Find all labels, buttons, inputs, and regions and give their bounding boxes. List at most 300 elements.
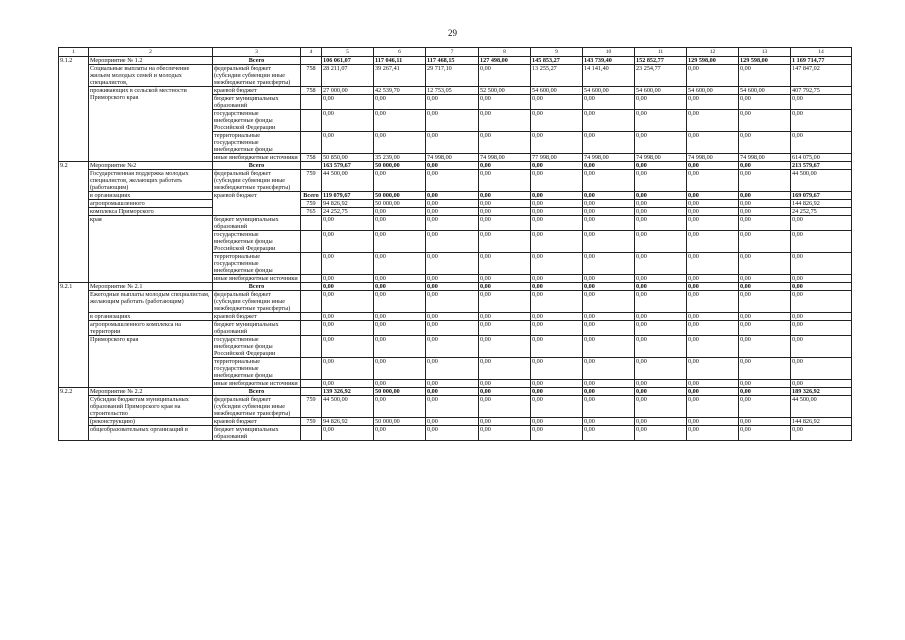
table-cell: 0,00 (739, 170, 791, 192)
table-cell: 0,00 (687, 418, 739, 426)
table-cell: 0,00 (739, 380, 791, 388)
table-cell: 0,00 (531, 336, 583, 358)
table-row (59, 321, 852, 336)
table-cell: 0,00 (531, 358, 583, 380)
table-cell: 0,00 (531, 253, 583, 275)
table-cell: 74 998,00 (426, 154, 479, 162)
table-cell: 0,00 (635, 192, 687, 200)
table-cell: 145 853,27 (531, 57, 583, 65)
table-cell: 0,00 (739, 388, 791, 396)
table-cell: 0,00 (791, 291, 852, 313)
table-cell: 0,00 (583, 426, 635, 441)
table-cell: 0,00 (426, 283, 479, 291)
table-cell (301, 291, 322, 313)
table-cell (301, 336, 322, 358)
table-cell: 54 600,00 (739, 87, 791, 95)
column-number: 12 (687, 48, 739, 57)
table-cell: 24 252,75 (791, 208, 852, 216)
table-cell: 0,00 (739, 110, 791, 132)
table-cell: 0,00 (374, 231, 426, 253)
table-cell: 0,00 (583, 95, 635, 110)
table-cell: 0,00 (739, 426, 791, 441)
table-cell: 0,00 (583, 170, 635, 192)
column-number: 9 (531, 48, 583, 57)
table-cell: 0,00 (374, 110, 426, 132)
table-cell: 44 500,00 (791, 170, 852, 192)
table-cell: 54 600,00 (531, 87, 583, 95)
table-cell: 0,00 (531, 132, 583, 154)
table-cell: 0,00 (635, 200, 687, 208)
table-cell: Приморского края (89, 336, 213, 388)
table-cell: 152 852,77 (635, 57, 687, 65)
table-cell: 77 998,00 (531, 154, 583, 162)
table-cell: Мероприятие № 2.2 (89, 388, 213, 396)
table-cell: 129 598,00 (687, 57, 739, 65)
table-cell: федеральный бюджет (субсидии субвенции иные межбюджетные трансферты) (213, 170, 301, 192)
table-cell (301, 231, 322, 253)
table-cell: края (89, 216, 213, 283)
table-cell: 0,00 (479, 336, 531, 358)
table-cell: агропромышленного (89, 200, 213, 208)
table-cell: 0,00 (687, 208, 739, 216)
table-row (59, 388, 852, 396)
table-cell: 0,00 (479, 358, 531, 380)
table-cell: 758 (301, 154, 322, 162)
table-cell: 0,00 (426, 275, 479, 283)
column-number: 14 (791, 48, 852, 57)
table-cell: 0,00 (426, 396, 479, 418)
table-cell: 0,00 (322, 291, 374, 313)
table-cell: 0,00 (739, 291, 791, 313)
column-number: 1 (59, 48, 89, 57)
table-cell: 1 169 714,77 (791, 57, 852, 65)
table-cell: 169 079,67 (791, 192, 852, 200)
table-cell: 0,00 (479, 200, 531, 208)
table-cell: 54 600,00 (583, 87, 635, 95)
table-cell: 0,00 (635, 216, 687, 231)
table-cell: 0,00 (531, 388, 583, 396)
table-cell: 0,00 (791, 231, 852, 253)
table-cell (301, 132, 322, 154)
table-cell: 50 000,00 (374, 192, 426, 200)
table-cell: 0,00 (426, 200, 479, 208)
table-cell: 0,00 (322, 426, 374, 441)
table-cell: 0,00 (479, 231, 531, 253)
table-row (59, 57, 852, 65)
table-cell: 0,00 (739, 192, 791, 200)
table-cell: 0,00 (479, 95, 531, 110)
table-cell: 0,00 (635, 208, 687, 216)
table-cell: 0,00 (583, 275, 635, 283)
table-cell: 0,00 (479, 313, 531, 321)
table-cell: 0,00 (426, 132, 479, 154)
table-cell: 0,00 (635, 283, 687, 291)
table-cell: бюджет муниципальных образований (213, 95, 301, 110)
table-cell: 0,00 (426, 313, 479, 321)
column-number-row (59, 48, 852, 57)
table-cell: 0,00 (687, 216, 739, 231)
table-cell: 0,00 (374, 426, 426, 441)
table-cell: 0,00 (687, 283, 739, 291)
table-cell: 0,00 (739, 283, 791, 291)
table-cell: 144 826,92 (791, 418, 852, 426)
table-cell: 0,00 (687, 253, 739, 275)
table-cell: 0,00 (426, 192, 479, 200)
table-cell: 0,00 (426, 216, 479, 231)
table-cell: Социальные выплаты на обеспечение жильем молодых семей и молодых специалистов, (89, 65, 213, 87)
table-cell: Мероприятие № 1.2 (89, 57, 213, 65)
table-cell: 0,00 (583, 283, 635, 291)
table-cell: 0,00 (583, 231, 635, 253)
column-number: 3 (213, 48, 301, 57)
table-cell: 0,00 (426, 418, 479, 426)
table-cell: 0,00 (687, 426, 739, 441)
table-cell: 54 600,00 (635, 87, 687, 95)
table-cell: 0,00 (479, 110, 531, 132)
table-cell: 0,00 (791, 110, 852, 132)
table-cell: 0,00 (583, 396, 635, 418)
table-cell: 759 (301, 396, 322, 418)
table-cell: 0,00 (479, 321, 531, 336)
table-cell: 758 (301, 87, 322, 95)
table-row (59, 418, 852, 426)
table-cell: 0,00 (791, 95, 852, 110)
table-cell: Всего (301, 192, 322, 200)
table-cell: 0,00 (583, 336, 635, 358)
table-cell: 0,00 (687, 321, 739, 336)
table-cell: 0,00 (531, 200, 583, 208)
table-cell: 0,00 (635, 396, 687, 418)
table-cell: 0,00 (791, 216, 852, 231)
table-cell: 765 (301, 208, 322, 216)
table-cell: федеральный бюджет (субсидии субвенции иные межбюджетные трансферты) (213, 291, 301, 313)
table-cell: 759 (301, 418, 322, 426)
table-cell: 0,00 (322, 110, 374, 132)
table-cell: 0,00 (322, 231, 374, 253)
table-cell: 0,00 (374, 358, 426, 380)
table-cell: 0,00 (531, 162, 583, 170)
table-cell: 0,00 (635, 253, 687, 275)
table-cell (301, 253, 322, 275)
table-row (59, 313, 852, 321)
table-cell: 0,00 (374, 283, 426, 291)
table-cell: 119 079,67 (322, 192, 374, 200)
table-cell: 0,00 (791, 321, 852, 336)
table-cell: 0,00 (635, 313, 687, 321)
table-cell: 0,00 (739, 200, 791, 208)
table-cell: иные внебюджетные источники (213, 154, 301, 162)
table-cell: краевой бюджет (213, 87, 301, 95)
table-cell: Ежегодные выплаты молодым специалистам, желающим работать (работающим) (89, 291, 213, 313)
table-cell: Мероприятие №2 (89, 162, 213, 170)
table-row (59, 87, 852, 95)
table-cell: 0,00 (583, 216, 635, 231)
table-cell: 0,00 (791, 132, 852, 154)
table-cell (301, 358, 322, 380)
table-cell: 0,00 (426, 110, 479, 132)
table-cell: краевой бюджет (213, 192, 301, 216)
table-cell: 0,00 (739, 275, 791, 283)
column-number: 6 (374, 48, 426, 57)
table-cell: 0,00 (479, 283, 531, 291)
table-cell: (реконструкцию) (89, 418, 213, 426)
table-cell: 0,00 (739, 95, 791, 110)
table-cell: 0,00 (583, 110, 635, 132)
table-cell: 0,00 (583, 253, 635, 275)
table-cell: 106 061,07 (322, 57, 374, 65)
table-cell: 139 326,92 (322, 388, 374, 396)
column-number: 11 (635, 48, 687, 57)
table-cell: 407 792,75 (791, 87, 852, 95)
table-cell: государственные внебюджетные фонды Российской Федерации (213, 110, 301, 132)
table-cell: 0,00 (426, 95, 479, 110)
table-cell: 0,00 (374, 313, 426, 321)
table-cell: 24 252,75 (322, 208, 374, 216)
table-cell: 0,00 (635, 170, 687, 192)
table-cell: 0,00 (374, 253, 426, 275)
table-cell: 0,00 (322, 283, 374, 291)
table-cell: 0,00 (479, 275, 531, 283)
table-cell: 0,00 (739, 321, 791, 336)
table-cell: 0,00 (791, 313, 852, 321)
table-cell: 0,00 (426, 162, 479, 170)
table-cell: 758 (301, 65, 322, 87)
table-cell: 13 255,27 (531, 65, 583, 87)
table-cell: 0,00 (739, 396, 791, 418)
table-cell: 0,00 (374, 95, 426, 110)
table-cell: 144 826,92 (791, 200, 852, 208)
table-cell: 189 326,92 (791, 388, 852, 396)
table-cell: 0,00 (322, 253, 374, 275)
table-cell: 9.2.1 (59, 283, 89, 388)
table-cell: иные внебюджетные источники (213, 380, 301, 388)
table-cell: 0,00 (687, 95, 739, 110)
table-cell: 0,00 (687, 162, 739, 170)
table-cell: 0,00 (531, 313, 583, 321)
table-cell: 0,00 (687, 192, 739, 200)
table-cell: 759 (301, 170, 322, 192)
table-cell: 0,00 (687, 358, 739, 380)
table-cell: 9.1.2 (59, 57, 89, 162)
table-cell: 0,00 (374, 275, 426, 283)
table-body (59, 48, 852, 441)
table-cell: 117 046,11 (374, 57, 426, 65)
table-cell: 74 998,00 (583, 154, 635, 162)
table-row (59, 200, 852, 208)
table-cell: 44 500,00 (322, 170, 374, 192)
budget-table (58, 47, 852, 441)
table-cell: краевой бюджет (213, 313, 301, 321)
table-cell: 12 753,05 (426, 87, 479, 95)
table-cell: 0,00 (739, 336, 791, 358)
table-cell: 0,00 (322, 321, 374, 336)
table-cell: 0,00 (479, 396, 531, 418)
table-cell: 0,00 (479, 380, 531, 388)
table-cell: 127 498,00 (479, 57, 531, 65)
table-cell (301, 388, 322, 396)
table-cell: 0,00 (426, 426, 479, 441)
table-cell: 0,00 (687, 65, 739, 87)
table-cell: 0,00 (479, 208, 531, 216)
table-cell (301, 162, 322, 170)
table-cell: 0,00 (635, 231, 687, 253)
table-cell: 0,00 (635, 321, 687, 336)
table-cell: 0,00 (426, 253, 479, 275)
table-cell: 0,00 (531, 321, 583, 336)
table-cell: 0,00 (635, 358, 687, 380)
table-cell: бюджет муниципальных образований (213, 426, 301, 441)
column-number: 7 (426, 48, 479, 57)
table-cell: 44 500,00 (322, 396, 374, 418)
table-cell: территориальные государственные внебюджетные фонды (213, 358, 301, 380)
table-cell: 0,00 (583, 313, 635, 321)
table-cell: 0,00 (635, 95, 687, 110)
table-cell: 94 826,92 (322, 418, 374, 426)
table-cell: 0,00 (635, 275, 687, 283)
table-cell: 0,00 (687, 380, 739, 388)
table-cell: территориальные государственные внебюджетные фонды (213, 253, 301, 275)
table-cell: 9.2 (59, 162, 89, 283)
table-cell: 0,00 (635, 380, 687, 388)
table-cell: 0,00 (635, 132, 687, 154)
table-row (59, 208, 852, 216)
table-cell: 0,00 (322, 95, 374, 110)
table-cell: бюджет муниципальных образований (213, 216, 301, 231)
table-cell: 0,00 (426, 231, 479, 253)
table-cell: Всего (213, 57, 301, 65)
table-cell: 0,00 (374, 396, 426, 418)
table-cell: Всего (213, 162, 301, 170)
table-cell (301, 57, 322, 65)
table-cell: 0,00 (687, 291, 739, 313)
table-cell: краевой бюджет (213, 418, 301, 426)
table-cell: 0,00 (374, 170, 426, 192)
table-cell: 0,00 (583, 291, 635, 313)
table-row (59, 336, 852, 358)
table-cell: 44 500,00 (791, 396, 852, 418)
table-row (59, 170, 852, 192)
table-cell: 0,00 (635, 388, 687, 396)
table-cell: Всего (213, 388, 301, 396)
table-cell (301, 283, 322, 291)
table-cell: 614 075,00 (791, 154, 852, 162)
table-cell: 0,00 (479, 162, 531, 170)
table-cell: 50 000,00 (374, 418, 426, 426)
table-cell: 0,00 (583, 200, 635, 208)
table-cell (301, 426, 322, 441)
table-cell: 0,00 (687, 110, 739, 132)
table-cell (301, 275, 322, 283)
table-cell: бюджет муниципальных образований (213, 321, 301, 336)
table-cell: 0,00 (426, 321, 479, 336)
table-cell: 0,00 (531, 231, 583, 253)
table-cell: 213 579,67 (791, 162, 852, 170)
table-cell: 74 998,00 (635, 154, 687, 162)
table-cell: 0,00 (635, 426, 687, 441)
table-cell: 0,00 (583, 132, 635, 154)
table-cell: 0,00 (531, 396, 583, 418)
table-cell: 50 000,00 (374, 162, 426, 170)
table-cell: 0,00 (531, 110, 583, 132)
table-cell: 0,00 (374, 132, 426, 154)
column-number: 2 (89, 48, 213, 57)
table-cell: 0,00 (426, 208, 479, 216)
table-cell: 0,00 (479, 291, 531, 313)
table-cell: 74 998,00 (479, 154, 531, 162)
table-cell: 0,00 (583, 380, 635, 388)
table-cell: 74 998,00 (687, 154, 739, 162)
table-row (59, 291, 852, 313)
table-row (59, 283, 852, 291)
table-cell: 9.2.2 (59, 388, 89, 441)
table-cell: 0,00 (479, 418, 531, 426)
table-cell: 0,00 (687, 132, 739, 154)
table-cell: 0,00 (374, 380, 426, 388)
table-cell: 0,00 (687, 170, 739, 192)
table-cell: 0,00 (739, 231, 791, 253)
table-cell: 147 847,02 (791, 65, 852, 87)
table-cell: 143 739,40 (583, 57, 635, 65)
table-cell: 0,00 (426, 380, 479, 388)
table-cell: территориальные государственные внебюджетные фонды (213, 132, 301, 154)
column-number: 4 (301, 48, 322, 57)
table-cell: 0,00 (426, 358, 479, 380)
table-cell: в организациях (89, 192, 213, 200)
table-cell: 0,00 (531, 418, 583, 426)
column-number: 10 (583, 48, 635, 57)
table-cell: 0,00 (322, 275, 374, 283)
table-cell: 0,00 (739, 313, 791, 321)
table-cell (301, 95, 322, 110)
table-cell: 0,00 (739, 162, 791, 170)
table-cell: агропромышленного комплекса на территории (89, 321, 213, 336)
table-cell: проживающих в сельской местности Приморского края (89, 87, 213, 162)
table-cell: 0,00 (374, 208, 426, 216)
table-cell: Государственная поддержка молодых специалистов, желающих работать (работающим) (89, 170, 213, 192)
table-cell: 0,00 (374, 216, 426, 231)
table-row (59, 192, 852, 200)
table-cell: 0,00 (739, 132, 791, 154)
table-cell (301, 380, 322, 388)
table-cell: 117 468,15 (426, 57, 479, 65)
table-cell: 0,00 (687, 231, 739, 253)
column-number: 8 (479, 48, 531, 57)
table-cell: 0,00 (791, 336, 852, 358)
table-cell: 28 211,07 (322, 65, 374, 87)
table-cell: 0,00 (531, 216, 583, 231)
table-row (59, 216, 852, 231)
table-cell: 42 539,70 (374, 87, 426, 95)
table-cell: 0,00 (687, 313, 739, 321)
table-cell: 0,00 (583, 192, 635, 200)
table-cell: 0,00 (531, 208, 583, 216)
table-cell: 0,00 (374, 291, 426, 313)
table-cell: государственные внебюджетные фонды Российской Федерации (213, 336, 301, 358)
table-row (59, 162, 852, 170)
table-cell: 0,00 (635, 110, 687, 132)
table-cell: 0,00 (322, 358, 374, 380)
table-cell: 0,00 (739, 253, 791, 275)
table-cell: 74 998,00 (739, 154, 791, 162)
table-cell: 0,00 (479, 426, 531, 441)
table-cell: 0,00 (739, 358, 791, 380)
table-cell: 0,00 (531, 426, 583, 441)
table-cell: 0,00 (739, 65, 791, 87)
table-cell: 0,00 (791, 253, 852, 275)
table-cell: 0,00 (479, 253, 531, 275)
table-cell: 0,00 (531, 291, 583, 313)
table-cell: 0,00 (479, 65, 531, 87)
